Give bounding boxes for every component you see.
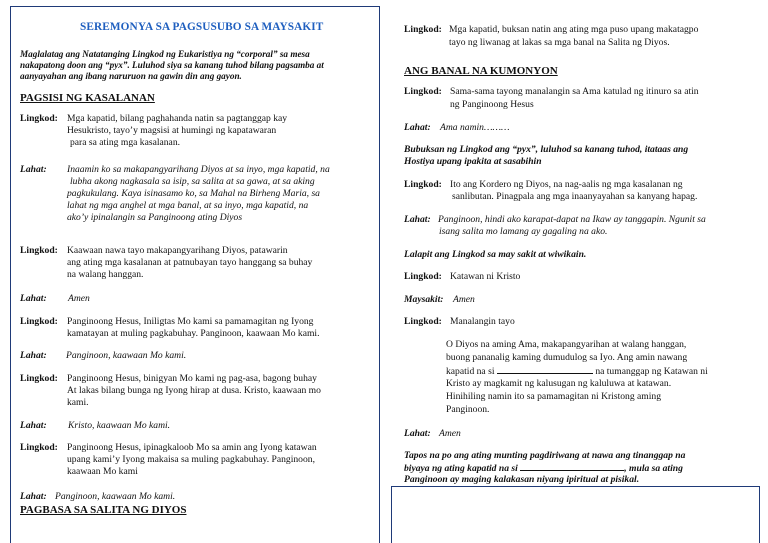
prayer-line: kaawaan Mo kami [67, 466, 138, 477]
rubric-line: Lalapit ang Lingkod sa may sakit at wiwikain. [404, 249, 587, 260]
prayer-line: Hinihiling namin ito sa pamamagitan ni Kristong aming [446, 391, 662, 402]
prayer-line: upang kami’y Iyong makaisa sa muling pagkabuhay. Panginoon, [67, 454, 315, 465]
speaker-label: Lahat: [20, 491, 47, 502]
speaker-label: Lingkod: [20, 113, 58, 124]
prayer-line: Panginoong Hesus, binigyan Mo kami ng pag-asa, bagong buhay [67, 373, 317, 384]
prayer-line: tayo ng liwanag at lakas sa mga banal na Salita ng Diyos. [449, 37, 670, 48]
name-blank [520, 462, 624, 471]
prayer-line: Sama-sama tayong manalangin sa Ama katulad ng itinuro sa atin [450, 86, 699, 97]
speaker-label: Lingkod: [404, 316, 442, 327]
prayer-line: Panginoon, hindi ako karapat-dapat na Ikaw ay tanggapin. Ngunit sa [438, 214, 706, 225]
prayer-line: Amen [68, 293, 90, 304]
prayer-text: kapatid na si [446, 366, 495, 377]
prayer-line: para sa ating mga kasalanan. [70, 137, 181, 148]
intro-line-3: aanyayahan ang ibang naruruon na gawin din ang gayon. [20, 71, 242, 81]
prayer-text: na tumanggap ng Katawan ni [595, 366, 708, 377]
prayer-line: Ama namin……… [440, 122, 510, 133]
section-heading-pagsisi: PAGSISI NG KASALANAN [20, 92, 155, 104]
prayer-line: Inaamin ko sa makapangyarihang Diyos at sa inyo, mga kapatid, na [67, 164, 330, 175]
section-heading-kumonyon: ANG BANAL NA KUMONYON [404, 65, 558, 77]
speaker-label: Lahat: [20, 420, 47, 431]
prayer-line: kamatayan at muling pagkabuhay. Panginoon, kaawaan Mo kami. [67, 328, 320, 339]
prayer-line: O Diyos na aming Ama, makapangyarihan at walang hanggan, [446, 339, 687, 350]
right-page-panel [397, 0, 768, 543]
prayer-line: ang ating mga kasalanan at patnubayan tayo hanggang sa buhay [67, 257, 313, 268]
speaker-label: Lingkod: [20, 316, 58, 327]
speaker-label: Lingkod: [20, 245, 58, 256]
prayer-line: ako’y ipinalangin sa Panginoong ating Diyos [67, 212, 243, 223]
closing-text: , mula sa ating [624, 463, 683, 474]
speaker-label: Lingkod: [404, 271, 442, 282]
intro-line-1: Maglalatag ang Natatanging Lingkod ng Eukaristiya ng “corporal” sa mesa [20, 49, 310, 59]
prayer-line: Kristo, kaawaan Mo kami. [68, 420, 171, 431]
prayer-line: Kaawaan nawa tayo makapangyarihang Diyos, patawarin [67, 245, 288, 256]
prayer-line: Hesukristo, tayo’y magsisi at humingi ng kapatawaran [67, 125, 277, 136]
page-title: SEREMONYA SA PAGSUSUBO SA MAYSAKIT [80, 21, 324, 33]
left-page-panel [10, 6, 380, 543]
speaker-label: Lingkod: [20, 442, 58, 453]
prayer-line: Panginoon, kaawaan Mo kami. [66, 350, 187, 361]
speaker-label: Lingkod: [404, 179, 442, 190]
speaker-label: Lahat: [404, 214, 431, 225]
prayer-line: lubha akong nagkasala sa isip, sa salita at sa gawa, at sa aking [70, 176, 315, 187]
prayer-line: Ito ang Kordero ng Diyos, na nag-aalis ng mga kasalanan ng [450, 179, 683, 190]
speaker-label: Lahat: [404, 428, 431, 439]
speaker-label: Lingkod: [404, 24, 442, 35]
speaker-label: Lahat: [20, 350, 47, 361]
rubric-line: Bubuksan ng Lingkod ang “pyx”, luluhod sa kanang tuhod, itataas ang [404, 144, 689, 155]
rubric-line: Hostiya upang ipakita at sasabihin [404, 156, 542, 167]
prayer-line: Kristo ay magkamit ng kalusugan ng kaluluwa at katawan. [446, 378, 672, 389]
prayer-line [446, 365, 708, 377]
prayer-line: Amen [453, 294, 475, 305]
prayer-line: Manalangin tayo [450, 316, 515, 327]
prayer-line: At lakas bilang bunga ng Iyong hirap at dusa. Kristo, kaawaan mo [67, 385, 321, 396]
prayer-line: Panginoong Hesus, Iniligtas Mo kami sa pamamagitan ng Iyong [67, 316, 314, 327]
speaker-label: Lahat: [20, 164, 47, 175]
prayer-line: lahat ng mga anghel at mga banal, at sa inyo, mga kapatid, na [67, 200, 309, 211]
prayer-line: isang salita mo lamang ay gagaling na ako. [439, 226, 608, 237]
prayer-line: Panginoon. [446, 404, 490, 415]
prayer-line: Mga kapatid, buksan natin ang ating mga puso upang makatagpo [449, 24, 699, 35]
speaker-label: Lingkod: [404, 86, 442, 97]
speaker-label: Maysakit: [404, 294, 444, 305]
speaker-label: Lahat: [20, 293, 47, 304]
closing-line: Panginoon ay maging kalakasan niyang ipiritual at pisikal. [404, 474, 640, 485]
name-blank [497, 365, 593, 374]
prayer-line: sanlibutan. Pinagpala ang mga inaanyayahan sa kanyang hapag. [452, 191, 698, 202]
section-heading-pagbasa: PAGBASA SA SALITA NG DIYOS [20, 504, 187, 516]
intro-line-2: nakapatong doon ang “pyx”. Luluhod siya sa kanang tuhod bilang pagsamba at [20, 60, 324, 70]
speaker-label: Lahat: [404, 122, 431, 133]
prayer-line: ng Panginoong Hesus [450, 99, 534, 110]
prayer-line: pagkukulang. Kaya isinasamo ko, sa Mahal na Birheng Maria, sa [67, 188, 320, 199]
bottom-empty-box [391, 486, 760, 543]
prayer-line: kami. [67, 397, 89, 408]
prayer-line: buong pananalig kaming dumudulog sa Iyo. Ang amin nawang [446, 352, 688, 363]
prayer-line: Amen [439, 428, 461, 439]
prayer-line: Mga kapatid, bilang paghahanda natin sa pagtanggap kay [67, 113, 288, 124]
prayer-line: na walang hanggan. [67, 269, 144, 280]
speaker-label: Lingkod: [20, 373, 58, 384]
prayer-line: Panginoong Hesus, ipinagkaloob Mo sa amin ang Iyong katawan [67, 442, 317, 453]
prayer-line: Panginoon, kaawaan Mo kami. [55, 491, 176, 502]
prayer-line: Katawan ni Kristo [450, 271, 521, 282]
closing-line: Tapos na po ang ating munting pagdiriwang at nawa ang tinanggap na [404, 450, 686, 461]
closing-line [404, 462, 683, 474]
closing-text: biyaya ng ating kapatid na si [404, 463, 518, 474]
